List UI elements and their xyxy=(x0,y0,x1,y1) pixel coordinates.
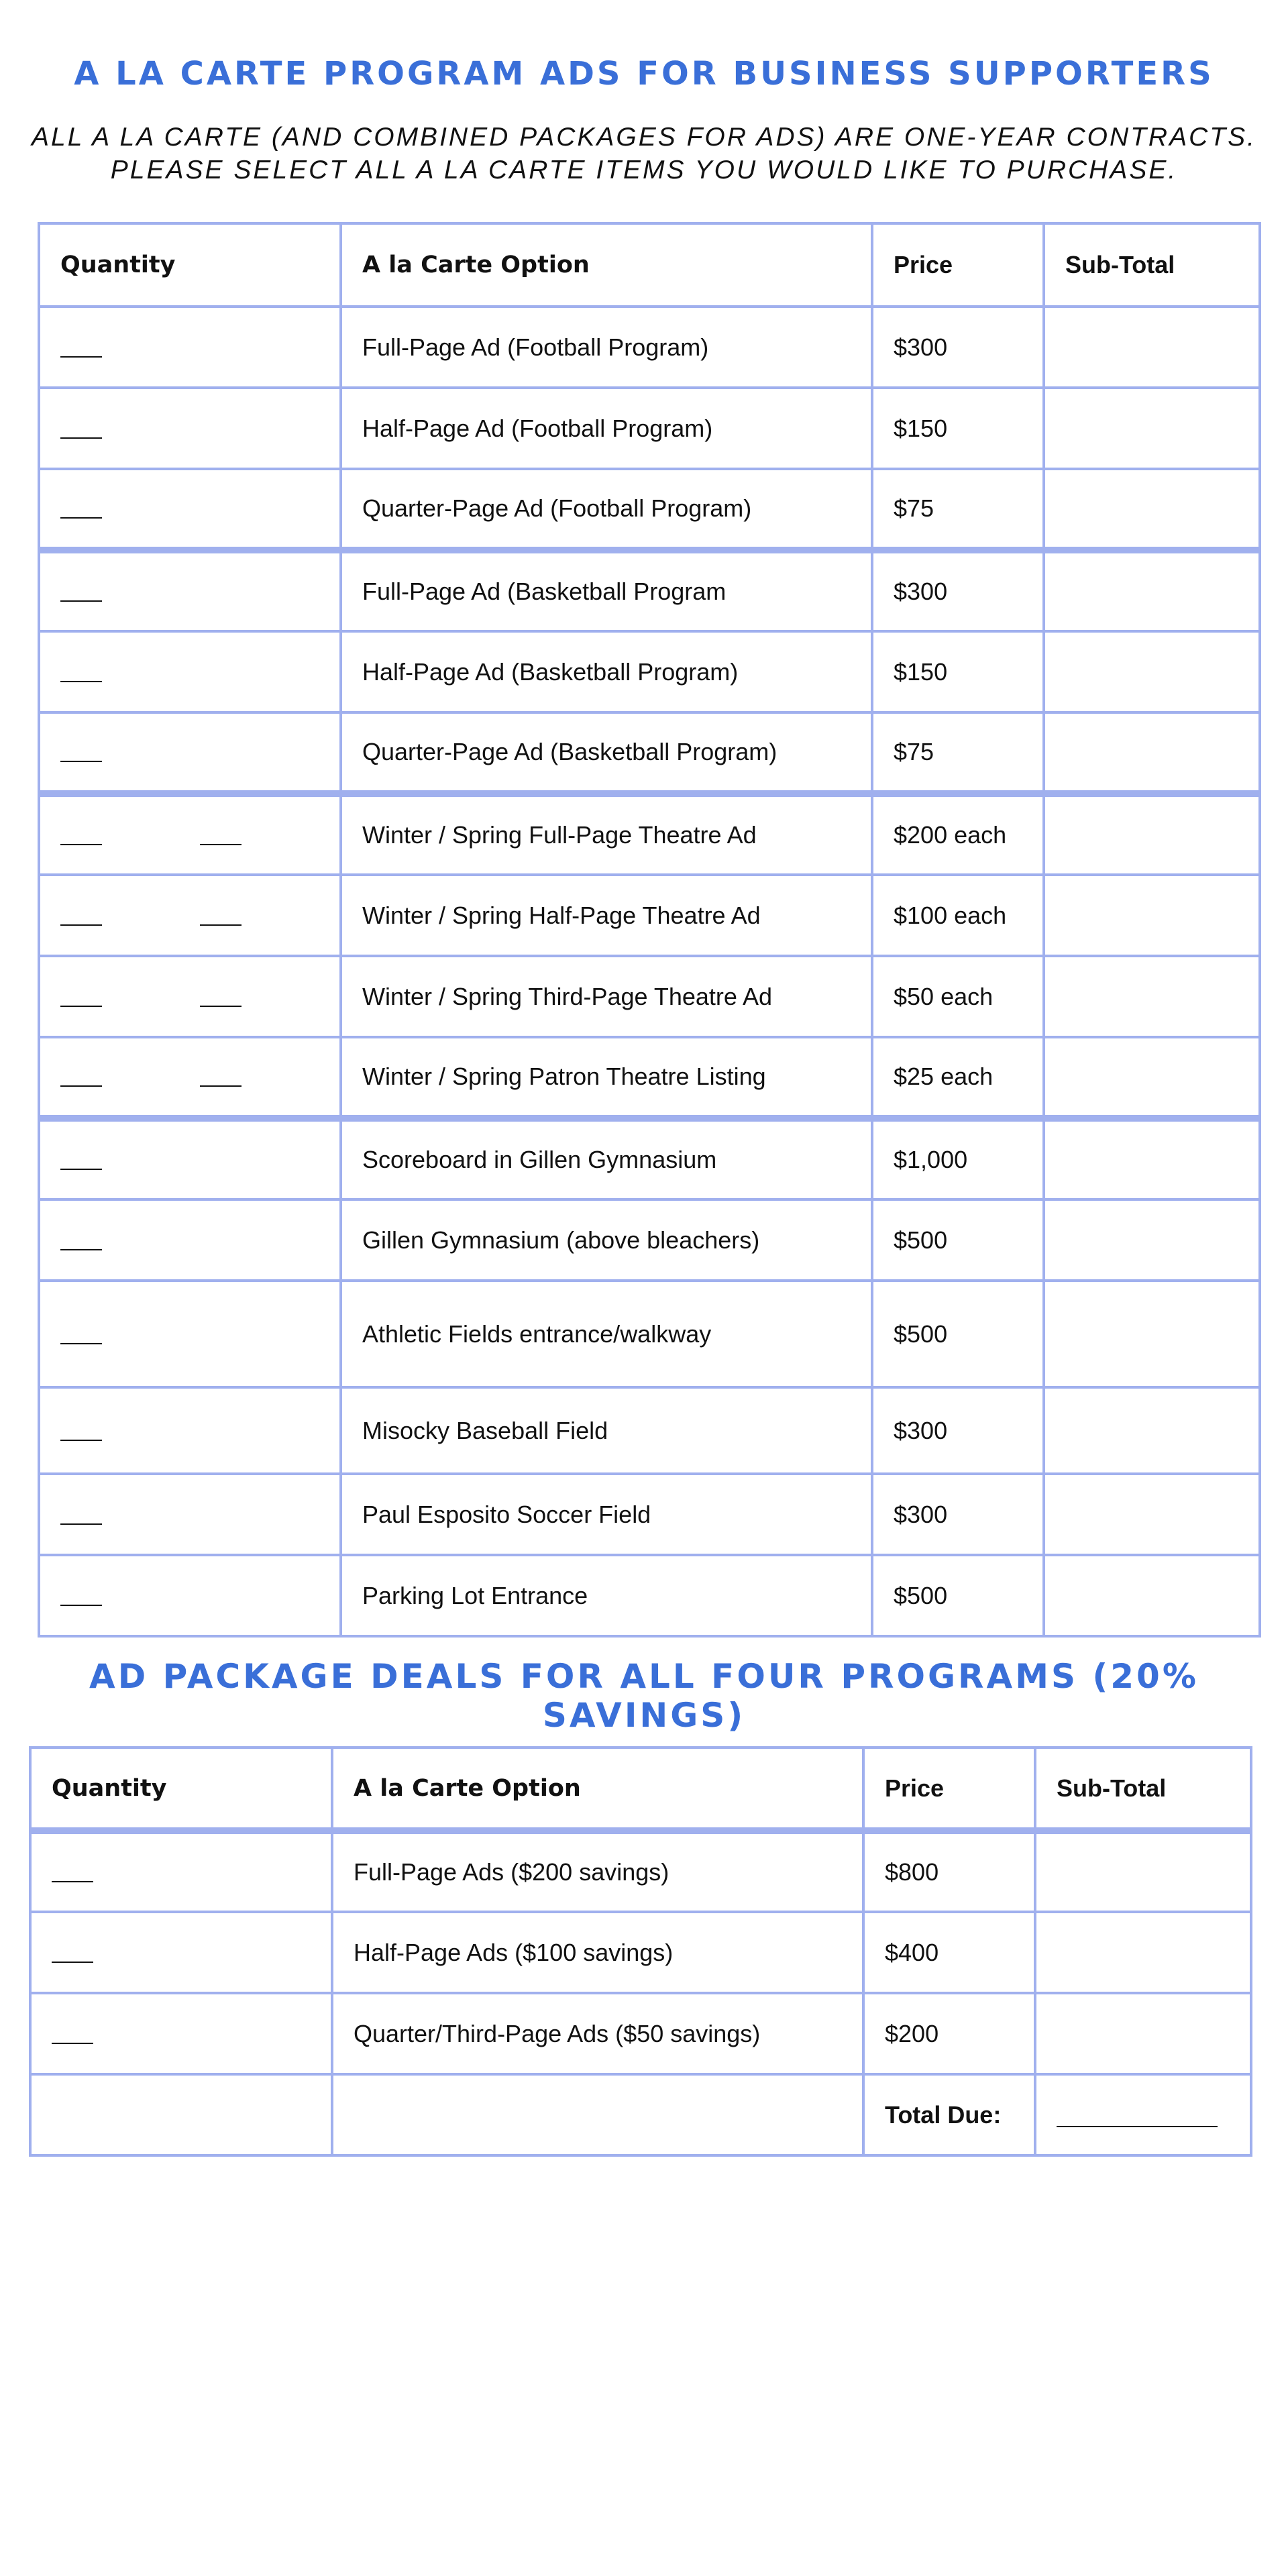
subtotal-cell[interactable] xyxy=(1044,1037,1260,1118)
package-table xyxy=(29,1746,1252,2157)
a-la-carte-table xyxy=(38,222,1261,1638)
contract-note-line-1: ALL A LA CARTE (AND COMBINED PACKAGES FOR ADS) ARE ONE-YEAR CONTRACTS. xyxy=(32,123,1256,152)
option-cell: Athletic Fields entrance/walkway xyxy=(341,1281,872,1387)
subtotal-cell[interactable] xyxy=(1035,1831,1251,1912)
table-row xyxy=(39,1387,1260,1474)
price-cell: $75 xyxy=(872,469,1044,550)
price-cell: $300 xyxy=(872,550,1044,631)
quantity-blank[interactable] xyxy=(60,1152,102,1170)
table-row xyxy=(39,1474,1260,1555)
package-deals-title: AD PACKAGE DEALS FOR ALL FOUR PROGRAMS (20% SAVINGS) xyxy=(89,1657,1199,1735)
quantity-blank[interactable] xyxy=(60,1424,102,1441)
option-cell: Half-Page Ad (Basketball Program) xyxy=(341,631,872,712)
quantity-blank[interactable] xyxy=(60,501,102,519)
subtotal-cell[interactable] xyxy=(1044,1199,1260,1281)
quantity-cell[interactable] xyxy=(39,307,341,388)
option-header: A la Carte Option xyxy=(341,223,872,307)
table-row xyxy=(39,1118,1260,1199)
price-cell: $50 each xyxy=(872,956,1044,1037)
table-row xyxy=(39,388,1260,469)
option-cell: Full-Page Ad (Basketball Program xyxy=(341,550,872,631)
quantity-cell[interactable] xyxy=(30,1912,332,1993)
option-cell: Full-Page Ad (Football Program) xyxy=(341,307,872,388)
table-header-row xyxy=(30,1748,1251,1831)
winter-quantity-blank[interactable] xyxy=(60,989,102,1007)
winter-quantity-blank[interactable] xyxy=(60,908,102,926)
table-row xyxy=(30,1993,1251,2074)
price-cell: $1,000 xyxy=(872,1118,1044,1199)
quantity-cell[interactable] xyxy=(39,1387,341,1474)
quantity-blank[interactable] xyxy=(52,2027,93,2044)
option-cell: Parking Lot Entrance xyxy=(341,1555,872,1636)
quantity-cell[interactable] xyxy=(39,1474,341,1555)
price-cell: $200 each xyxy=(872,794,1044,875)
option-cell: Scoreboard in Gillen Gymnasium xyxy=(341,1118,872,1199)
table-row xyxy=(39,956,1260,1037)
table-row xyxy=(39,631,1260,712)
price-header: Price xyxy=(863,1748,1035,1831)
price-cell: $150 xyxy=(872,631,1044,712)
price-cell: $800 xyxy=(863,1831,1035,1912)
subtotal-cell[interactable] xyxy=(1044,1387,1260,1474)
subtotal-cell[interactable] xyxy=(1044,712,1260,794)
subtotal-cell[interactable] xyxy=(1035,1993,1251,2074)
option-cell: Half-Page Ads ($100 savings) xyxy=(332,1912,863,1993)
quantity-blank[interactable] xyxy=(60,1327,102,1344)
option-header: A la Carte Option xyxy=(332,1748,863,1831)
quantity-blank[interactable] xyxy=(60,584,102,602)
table-row xyxy=(30,1831,1251,1912)
table-row xyxy=(39,1555,1260,1636)
price-cell: $300 xyxy=(872,1474,1044,1555)
quantity-blank[interactable] xyxy=(60,1233,102,1250)
option-cell: Quarter/Third-Page Ads ($50 savings) xyxy=(332,1993,863,2074)
table-row xyxy=(39,307,1260,388)
option-cell: Full-Page Ads ($200 savings) xyxy=(332,1831,863,1912)
price-cell: $200 xyxy=(863,1993,1035,2074)
empty-cell xyxy=(30,2074,332,2155)
quantity-cell[interactable] xyxy=(39,469,341,550)
table-row xyxy=(39,469,1260,550)
price-cell: $75 xyxy=(872,712,1044,794)
contract-note-line-2: PLEASE SELECT ALL A LA CARTE ITEMS YOU WOULD LIKE TO PURCHASE. xyxy=(110,156,1178,184)
quantity-cell[interactable] xyxy=(39,956,341,1037)
subtotal-cell[interactable] xyxy=(1044,1555,1260,1636)
subtotal-cell[interactable] xyxy=(1044,1474,1260,1555)
table-row xyxy=(39,712,1260,794)
subtotal-cell[interactable] xyxy=(1044,875,1260,956)
quantity-header: Quantity xyxy=(39,223,341,307)
quantity-cell[interactable] xyxy=(39,1037,341,1118)
quantity-cell[interactable] xyxy=(39,388,341,469)
option-cell: Half-Page Ad (Football Program) xyxy=(341,388,872,469)
option-cell: Quarter-Page Ad (Football Program) xyxy=(341,469,872,550)
table-row xyxy=(39,550,1260,631)
quantity-blank[interactable] xyxy=(60,340,102,358)
price-cell: $500 xyxy=(872,1555,1044,1636)
total-row xyxy=(30,2074,1251,2155)
quantity-blank[interactable] xyxy=(60,1589,102,1606)
price-cell: $150 xyxy=(872,388,1044,469)
subtotal-cell[interactable] xyxy=(1044,469,1260,550)
subtotal-cell[interactable] xyxy=(1044,956,1260,1037)
price-cell: $300 xyxy=(872,1387,1044,1474)
price-header: Price xyxy=(872,223,1044,307)
subtotal-cell[interactable] xyxy=(1044,794,1260,875)
quantity-cell[interactable] xyxy=(39,1199,341,1281)
subtotal-cell[interactable] xyxy=(1044,1118,1260,1199)
quantity-blank[interactable] xyxy=(60,421,102,439)
price-cell: $400 xyxy=(863,1912,1035,1993)
table-row xyxy=(39,1199,1260,1281)
subtotal-cell[interactable] xyxy=(1044,388,1260,469)
option-cell: Winter / Spring Half-Page Theatre Ad xyxy=(341,875,872,956)
page-title: A LA CARTE PROGRAM ADS FOR BUSINESS SUPPORTERS xyxy=(74,55,1214,93)
subtotal-cell[interactable] xyxy=(1044,1281,1260,1387)
table-row xyxy=(39,794,1260,875)
winter-quantity-blank[interactable] xyxy=(60,828,102,845)
spring-quantity-blank[interactable] xyxy=(200,1069,241,1087)
quantity-blank[interactable] xyxy=(60,1507,102,1525)
table-row xyxy=(30,1912,1251,1993)
option-cell: Paul Esposito Soccer Field xyxy=(341,1474,872,1555)
subtotal-header: Sub-Total xyxy=(1044,223,1260,307)
subtotal-cell[interactable] xyxy=(1035,1912,1251,1993)
quantity-blank[interactable] xyxy=(60,665,102,682)
total-due-label: Total Due: xyxy=(863,2074,1035,2155)
subtotal-cell[interactable] xyxy=(1044,550,1260,631)
quantity-cell[interactable] xyxy=(39,550,341,631)
subtotal-cell[interactable] xyxy=(1044,631,1260,712)
quantity-header: Quantity xyxy=(30,1748,332,1831)
price-cell: $100 each xyxy=(872,875,1044,956)
option-cell: Winter / Spring Patron Theatre Listing xyxy=(341,1037,872,1118)
quantity-cell[interactable] xyxy=(30,1993,332,2074)
quantity-cell[interactable] xyxy=(39,1118,341,1199)
spring-quantity-blank[interactable] xyxy=(200,908,241,926)
price-cell: $500 xyxy=(872,1199,1044,1281)
quantity-cell[interactable] xyxy=(39,1281,341,1387)
table-row xyxy=(39,1037,1260,1118)
option-cell: Gillen Gymnasium (above bleachers) xyxy=(341,1199,872,1281)
subtotal-cell[interactable] xyxy=(1044,307,1260,388)
option-cell: Misocky Baseball Field xyxy=(341,1387,872,1474)
quantity-cell[interactable] xyxy=(39,631,341,712)
empty-cell xyxy=(332,2074,863,2155)
quantity-cell[interactable] xyxy=(39,875,341,956)
quantity-cell[interactable] xyxy=(39,712,341,794)
quantity-cell[interactable] xyxy=(39,794,341,875)
table-row xyxy=(39,875,1260,956)
total-due-cell[interactable] xyxy=(1035,2074,1251,2155)
price-cell: $500 xyxy=(872,1281,1044,1387)
spring-quantity-blank[interactable] xyxy=(200,989,241,1007)
quantity-cell[interactable] xyxy=(39,1555,341,1636)
winter-quantity-blank[interactable] xyxy=(60,1069,102,1087)
option-cell: Winter / Spring Third-Page Theatre Ad xyxy=(341,956,872,1037)
quantity-blank[interactable] xyxy=(60,745,102,762)
quantity-blank[interactable] xyxy=(52,1865,93,1882)
price-cell: $300 xyxy=(872,307,1044,388)
option-cell: Winter / Spring Full-Page Theatre Ad xyxy=(341,794,872,875)
spring-quantity-blank[interactable] xyxy=(200,828,241,845)
total-due-blank[interactable] xyxy=(1057,2106,1218,2127)
quantity-blank[interactable] xyxy=(52,1945,93,1963)
table-row xyxy=(39,1281,1260,1387)
option-cell: Quarter-Page Ad (Basketball Program) xyxy=(341,712,872,794)
price-cell: $25 each xyxy=(872,1037,1044,1118)
subtotal-header: Sub-Total xyxy=(1035,1748,1251,1831)
table-header-row xyxy=(39,223,1260,307)
quantity-cell[interactable] xyxy=(30,1831,332,1912)
